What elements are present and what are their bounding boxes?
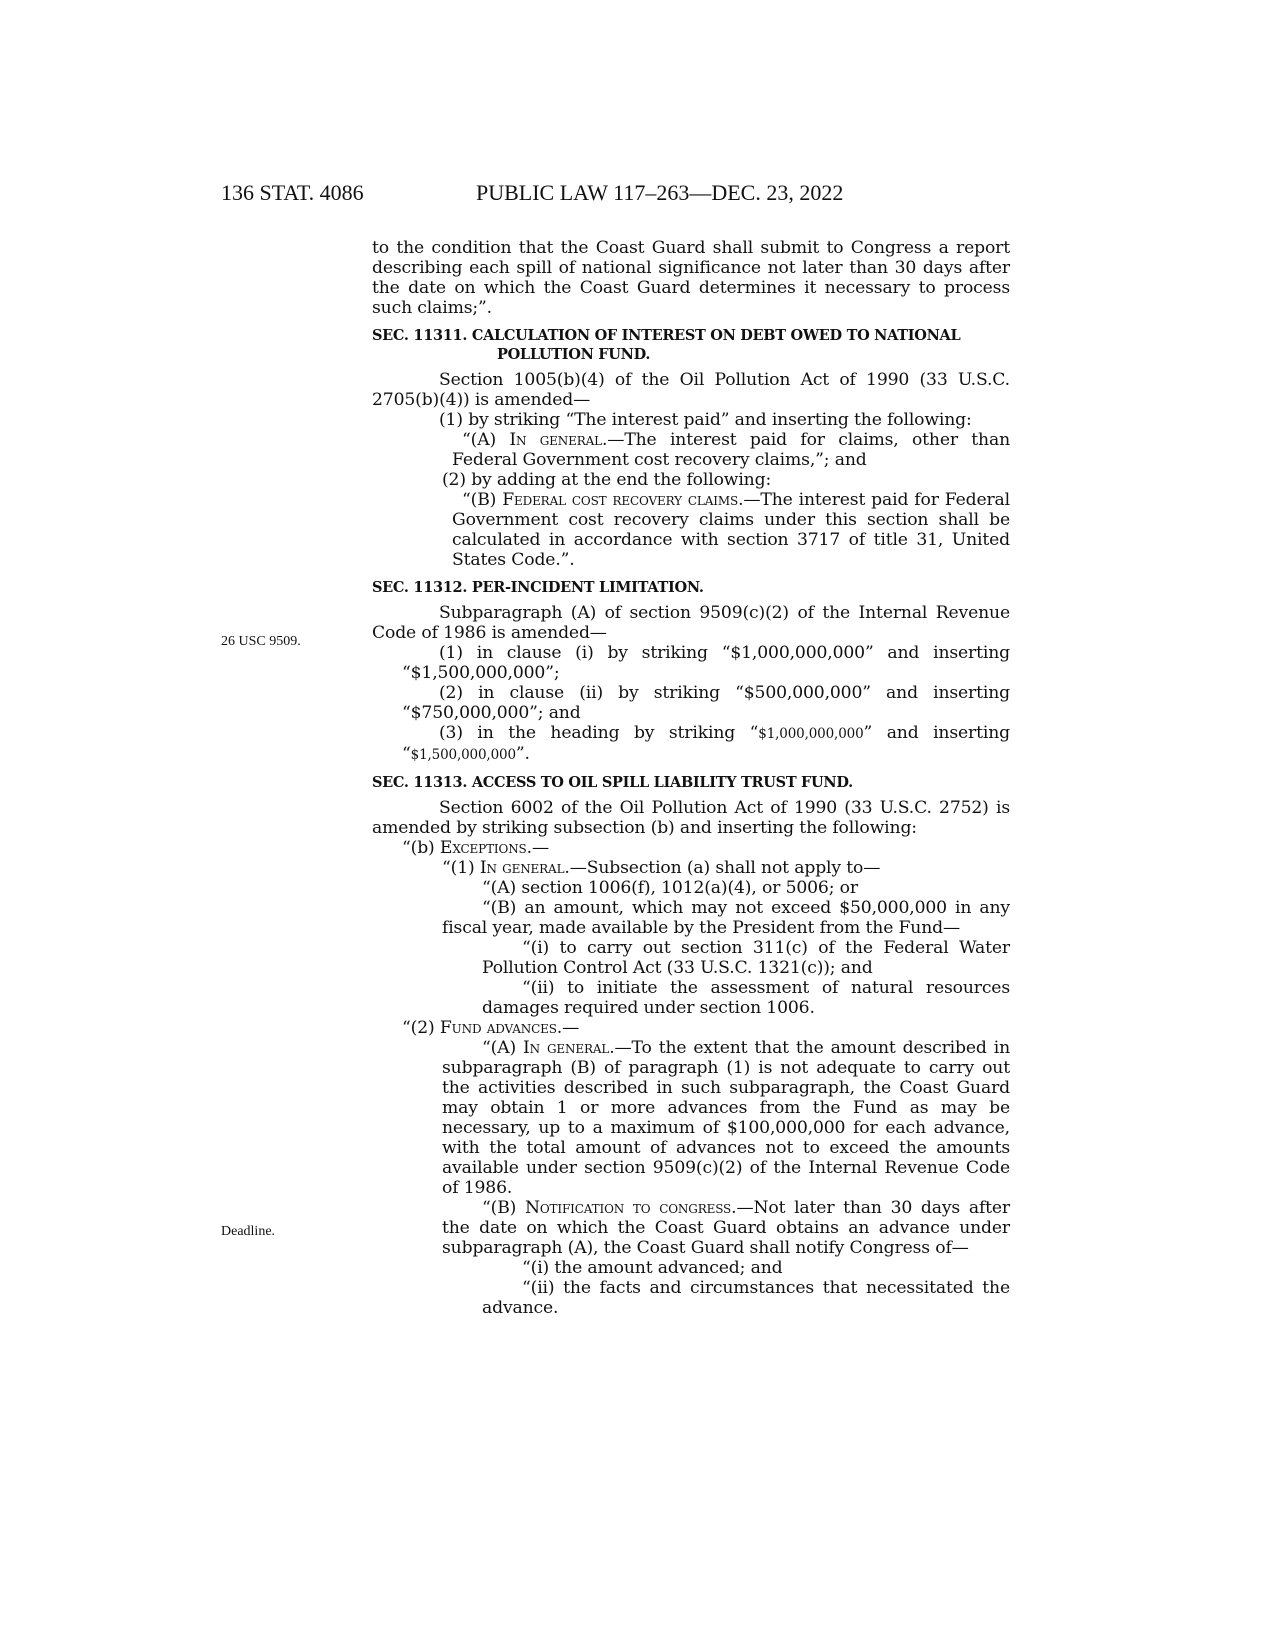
paragraph: (3) in the heading by striking “$1,000,000,000” and inserting “$1,500,000,000”. xyxy=(402,723,1010,764)
paragraph: Section 6002 of the Oil Pollution Act of 1990 (33 U.S.C. 2752) is amended by striking subsection (b) and inserting the following: xyxy=(372,798,1010,838)
page-reference: 136 STAT. 4086 xyxy=(221,180,364,205)
section-heading-11312: SEC. 11312. PER-INCIDENT LIMITATION. xyxy=(372,579,704,596)
paragraph: “(B) an amount, which may not exceed $50,000,000 in any fiscal year, made available by the President from the Fund— xyxy=(442,898,1010,938)
page-header-title: PUBLIC LAW 117–263—DEC. 23, 2022 xyxy=(476,180,844,205)
paragraph: (1) in clause (i) by striking “$1,000,000,000” and inserting “$1,500,000,000”; xyxy=(402,643,1010,683)
paragraph: “(ii) the facts and circumstances that necessitated the advance. xyxy=(482,1278,1010,1318)
paragraph: “(2) Fund advances.— xyxy=(402,1018,580,1038)
paragraph: (2) by adding at the end the following: xyxy=(442,470,772,490)
document-body xyxy=(372,238,1010,1318)
paragraph: (1) by striking “The interest paid” and inserting the following: xyxy=(439,410,972,430)
paragraph: “(1) In general.—Subsection (a) shall not apply to— xyxy=(442,858,881,878)
margin-note-deadline: Deadline. xyxy=(221,1224,276,1239)
paragraph: “(b) Exceptions.— xyxy=(402,838,549,858)
paragraph: “(ii) to initiate the assessment of natural resources damages required under section 1006. xyxy=(482,978,1010,1018)
intro-paragraph: to the condition that the Coast Guard shall submit to Congress a report describing each spill of national significance not later than 30 days after the date on which the Coast Guard determines it necessary to process such claims;”. xyxy=(372,238,1010,318)
paragraph: “(B) Notification to congress.—Not later than 30 days after the date on which the Coast Guard obtains an advance under subparagraph (A), the Coast Guard shall notify Congress of— xyxy=(442,1198,1010,1258)
paragraph: “(A) In general.—The interest paid for claims, other than Federal Government cost recovery claims,”; and xyxy=(452,430,1010,470)
section-heading-11313: SEC. 11313. ACCESS TO OIL SPILL LIABILITY TRUST FUND. xyxy=(372,774,853,791)
paragraph: “(B) Federal cost recovery claims.—The interest paid for Federal Government cost recovery claims under this section shall be calculated in accordance with section 3717 of title 31, United States Code.”. xyxy=(452,490,1010,570)
paragraph: Subparagraph (A) of section 9509(c)(2) of the Internal Revenue Code of 1986 is amended— xyxy=(372,603,1010,643)
section-heading-11311: SEC. 11311. CALCULATION OF INTEREST ON DEBT OWED TO NATIONAL POLLUTION FUND. xyxy=(372,327,961,363)
margin-note-usc: 26 USC 9509. xyxy=(221,634,301,649)
paragraph: (2) in clause (ii) by striking “$500,000,000” and inserting “$750,000,000”; and xyxy=(402,683,1010,723)
paragraph: Section 1005(b)(4) of the Oil Pollution Act of 1990 (33 U.S.C. 2705(b)(4)) is amended— xyxy=(372,370,1010,410)
paragraph: “(A) In general.—To the extent that the amount described in subparagraph (B) of paragraph (1) is not adequate to carry out the activities described in such subparagraph, the Coast Guard may obtain 1 or more advances from the Fund as may be necessary, up to a maximum of $100,000,000 for each advance, with the total amount of advances not to exceed the amounts available under section 9509(c)(2) of the Internal Revenue Code of 1986. xyxy=(442,1038,1011,1198)
paragraph: “(i) to carry out section 311(c) of the Federal Water Pollution Control Act (33 U.S.C. 1321(c)); and xyxy=(482,938,1010,978)
paragraph: “(A) section 1006(f), 1012(a)(4), or 5006; or xyxy=(482,878,858,898)
paragraph: “(i) the amount advanced; and xyxy=(522,1258,783,1278)
